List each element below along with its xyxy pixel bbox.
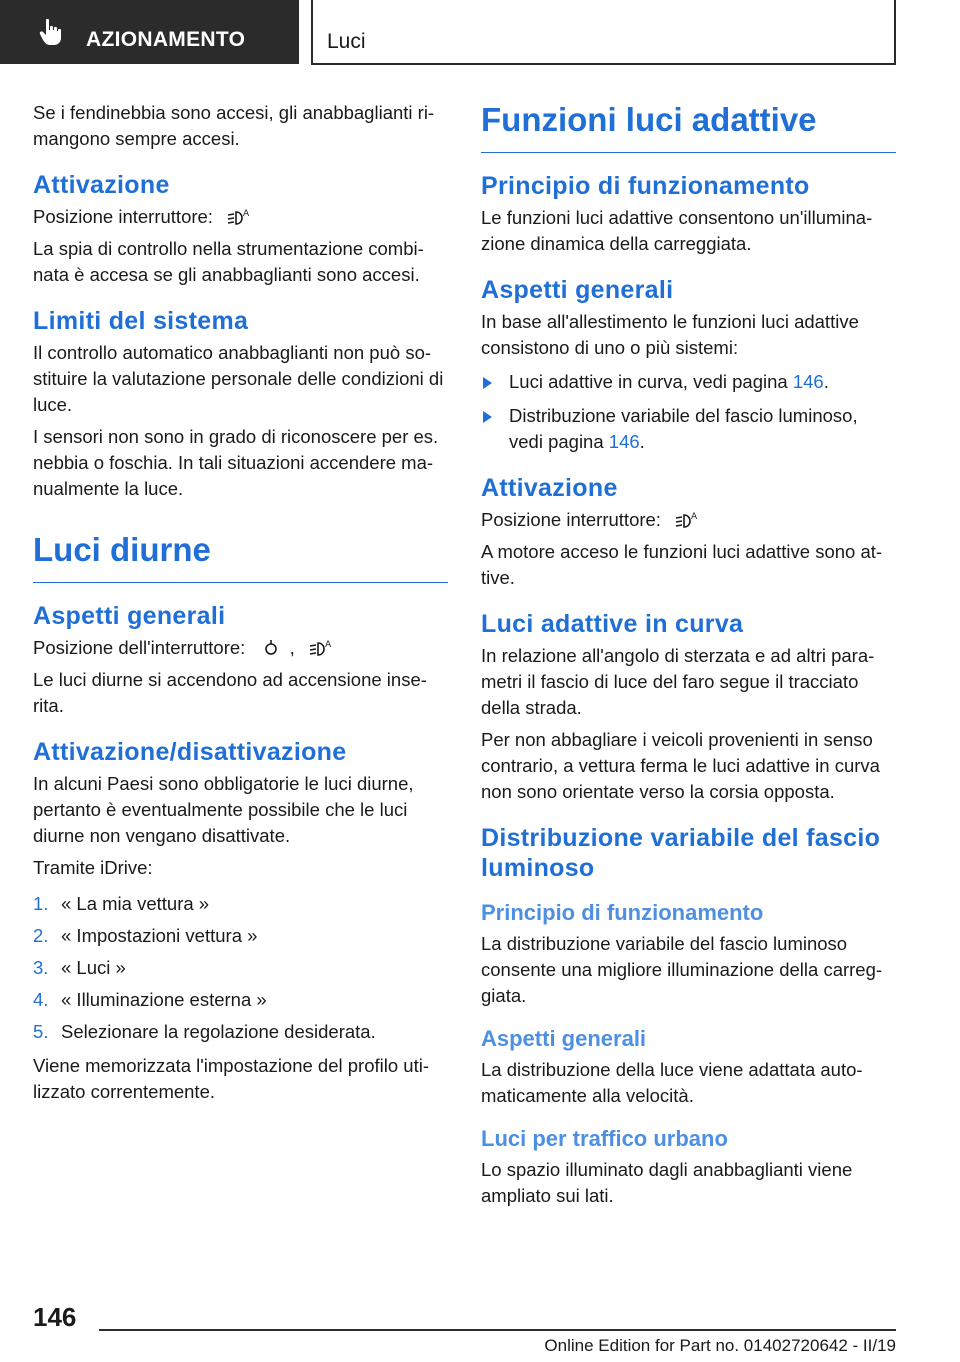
switch-positions-label: Posizione dell'interruttore: (33, 637, 246, 658)
section-title: AZIONAMENTO (86, 28, 246, 51)
heading-aspetti-generali-right: Aspetti generali (481, 276, 674, 304)
edition-note: Online Edition for Part no. 01402720642 - II/19 (544, 1336, 896, 1355)
switch-positions-line (33, 635, 448, 661)
bullet-text: Luci adattive in curva, vedi pagina (509, 371, 793, 392)
aspetti-paragraph: In base all'allestimento le funzioni luci adattive consistono di uno o più sistemi: (481, 311, 859, 358)
indicator-paragraph: La spia di controllo nella strumentazione combi-nata è accesa se gli anabbaglianti sono accesi. (33, 238, 424, 285)
heading-funzioni-luci-adattive: Funzioni luci adattive (481, 100, 896, 153)
closing-paragraph: Viene memorizzata l'impostazione del profilo uti-lizzato correntemente. (33, 1055, 429, 1102)
limiti-paragraph-2: I sensori non sono in grado di riconoscere per es. nebbia o foschia. In tali situazioni accendere ma-nualmente la luce. (33, 426, 439, 499)
list-item (481, 403, 896, 455)
heading-limiti: Limiti del sistema (33, 307, 249, 335)
heading-luci-traffico-urbano: Luci per traffico urbano (481, 1126, 728, 1151)
step-number: 2. (33, 925, 49, 946)
attivazione-paragraph-right: A motore acceso le funzioni luci adattive sono at-tive. (481, 541, 883, 588)
list-item (33, 891, 448, 917)
switch-position-line-right (481, 507, 896, 533)
step-text: « Impostazioni vettura » (61, 925, 258, 946)
switch-position-label: Posizione interruttore: (481, 509, 661, 530)
step-number: 3. (33, 957, 49, 978)
diurne-paragraph: Le luci diurne si accendono ad accensione inse-rita. (33, 669, 427, 716)
heading-distr-principio: Principio di funzionamento (481, 900, 764, 925)
auto-low-beam-icon (674, 510, 700, 532)
lights-off-icon (258, 638, 284, 660)
list-item (481, 369, 896, 395)
svg-text:A: A (324, 640, 332, 651)
heading-attivazione-disattivazione: Attivazione/disattivazione (33, 738, 347, 766)
switch-position-label: Posizione interruttore: (33, 206, 213, 227)
step-number: 4. (33, 989, 49, 1010)
header-section-tab (0, 0, 299, 64)
switch-position-line (33, 204, 448, 230)
limiti-paragraph-1: Il controllo automatico anabbaglianti non può so-stituire la valutazione personale delle condizioni di luce. (33, 342, 444, 415)
bullet-end: . (639, 431, 645, 452)
list-item (33, 1019, 448, 1045)
page-number: 146 (33, 1302, 77, 1332)
bullet-triangle-icon (483, 377, 492, 389)
heading-aspetti-generali: Aspetti generali (33, 602, 226, 630)
heading-attivazione: Attivazione (33, 171, 170, 199)
urbano-paragraph: Lo spazio illuminato dagli anabbaglianti viene ampliato sui lati. (481, 1159, 853, 1206)
heading-attivazione-right: Attivazione (481, 474, 618, 502)
hand-pointer-icon (38, 17, 66, 47)
page-link[interactable]: 146 (792, 371, 824, 392)
heading-principio: Principio di funzionamento (481, 172, 810, 200)
svg-text:A: A (243, 209, 250, 220)
systems-list (481, 369, 896, 455)
distr-aspetti-paragraph: La distribuzione della luce viene adattata auto-maticamente alla velocità. (481, 1059, 863, 1106)
topic-title: Luci (327, 30, 366, 53)
right-column (481, 100, 896, 1215)
bullet-triangle-icon (483, 411, 492, 423)
attdis-paragraph-1: In alcuni Paesi sono obbligatorie le luci diurne, pertanto è eventualmente possibile che le luci diurne non vengano disattivate. (33, 773, 414, 846)
left-column (33, 100, 448, 1111)
curva-paragraph-1: In relazione all'angolo di sterzata e ad altri para-metri il fascio di luce del faro segue il tracciato della strada. (481, 645, 875, 718)
distr-principio-paragraph: La distribuzione variabile del fascio luminoso consente una migliore illuminazione della carreg-giata. (481, 933, 883, 1006)
bullet-end: . (823, 371, 829, 392)
heading-luci-adattive-curva: Luci adattive in curva (481, 610, 744, 638)
list-item (33, 955, 448, 981)
heading-distribuzione-variabile: Distribuzione variabile del fascio luminoso (481, 824, 881, 882)
heading-distr-aspetti: Aspetti generali (481, 1026, 647, 1051)
idrive-steps-list (33, 891, 448, 1045)
step-number: 1. (33, 893, 49, 914)
footer-divider (99, 1329, 896, 1331)
principio-paragraph: Le funzioni luci adattive consentono un'illumina-zione dinamica della carreggiata. (481, 207, 873, 254)
curva-paragraph-2: Per non abbagliare i veicoli provenienti in senso contrario, a vettura ferma le luci adattive in curva non sono orientate verso la corsia opposta. (481, 729, 880, 802)
step-text: « La mia vettura » (61, 893, 210, 914)
auto-low-beam-icon (226, 207, 252, 229)
auto-low-beam-icon (308, 638, 334, 660)
intro-paragraph: Se i fendinebbia sono accesi, gli anabbaglianti ri-mangono sempre accesi. (33, 102, 435, 149)
step-text: « Illuminazione esterna » (61, 989, 267, 1010)
step-number: 5. (33, 1021, 49, 1042)
step-text: « Luci » (61, 957, 126, 978)
step-text: Selezionare la regolazione desiderata. (61, 1021, 376, 1042)
page-link[interactable]: 146 (608, 431, 640, 452)
heading-luci-diurne: Luci diurne (33, 530, 448, 583)
bullet-text: Distribuzione variabile del fascio luminoso, vedi pagina (509, 405, 858, 452)
attdis-paragraph-2: Tramite iDrive: (33, 857, 153, 878)
list-item (33, 987, 448, 1013)
switch-separator: , (289, 637, 295, 658)
list-item (33, 923, 448, 949)
header-topic-box (311, 0, 896, 65)
svg-text:A: A (691, 512, 698, 523)
